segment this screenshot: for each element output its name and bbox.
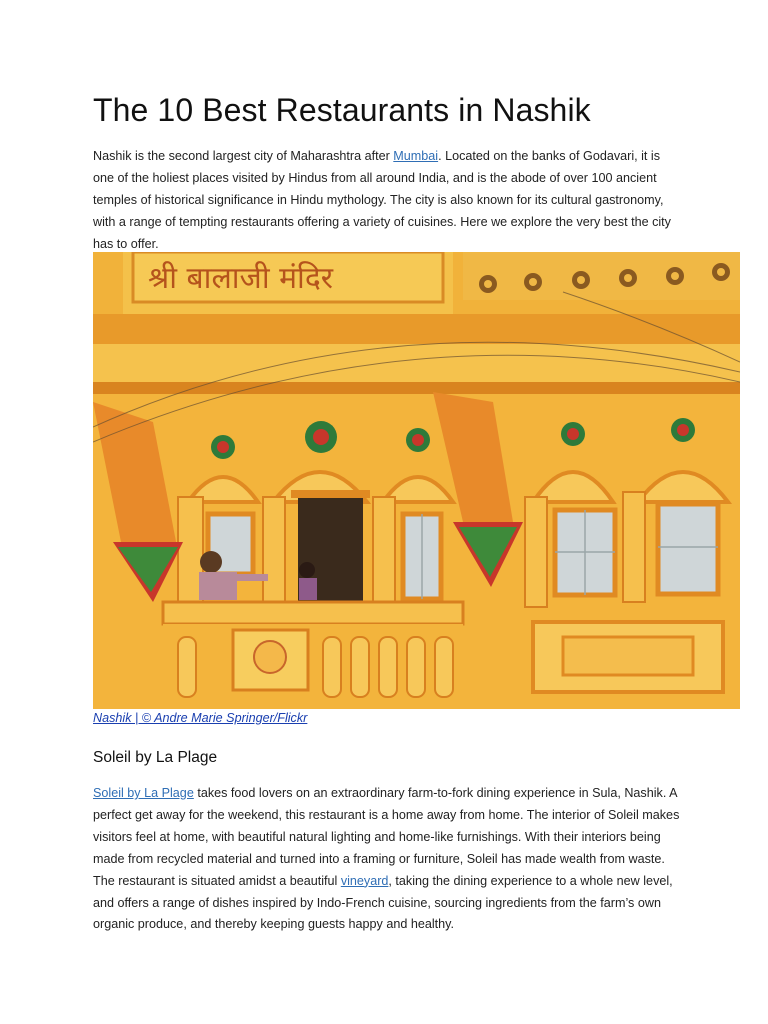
nashik-temple-photo (93, 252, 740, 709)
image-caption[interactable]: Nashik | © Andre Marie Springer/Flickr (93, 711, 308, 725)
section-paragraph (93, 783, 683, 936)
section-heading: Soleil by La Plage (93, 749, 218, 766)
page-title: The 10 Best Restaurants in Nashik (93, 92, 591, 128)
section-text-part1: takes food lovers on an extraordinary farm-to-fork dining experience in Sula, Nashik. A perfect get away for the weekend, this restaurant is a home away from home. The interior of Soleil makes visitors feel at home, with beautiful natural lighting and home-like furnishings. With their interiors being made from recycled material and turned into a framing or furniture, Soleil has made wealth from waste. The restaurant is situated amidst a beautiful (93, 786, 680, 888)
mumbai-link[interactable]: Mumbai (393, 149, 439, 163)
intro-text-before: Nashik is the second largest city of Maharashtra after (93, 149, 394, 163)
section-text-part2: , taking the dining experience to a whole new level, and offers a range of dishes inspired by Indo-French cuisine, sourcing ingredients from the farm’s own organic produce, and thereby keeping guests happy and healthy. (93, 873, 673, 932)
soleil-link[interactable]: Soleil by La Plage (93, 786, 194, 800)
vineyard-link[interactable]: vineyard (340, 873, 389, 888)
temple-sign-text: श्री बालाजी मंदिर (148, 261, 334, 296)
intro-text-after: . Located on the banks of Godavari, it is one of the holiest places visited by Hindus from all around India, and is the abode of over 100 ancient temples of historical significance in Hindu mythology. The city is also known for its cultural gastronomy, with a range of tempting restaurants offering a variety of cuisines. Here we explore the very best the city has to offer. (93, 149, 671, 251)
intro-paragraph (93, 146, 683, 256)
